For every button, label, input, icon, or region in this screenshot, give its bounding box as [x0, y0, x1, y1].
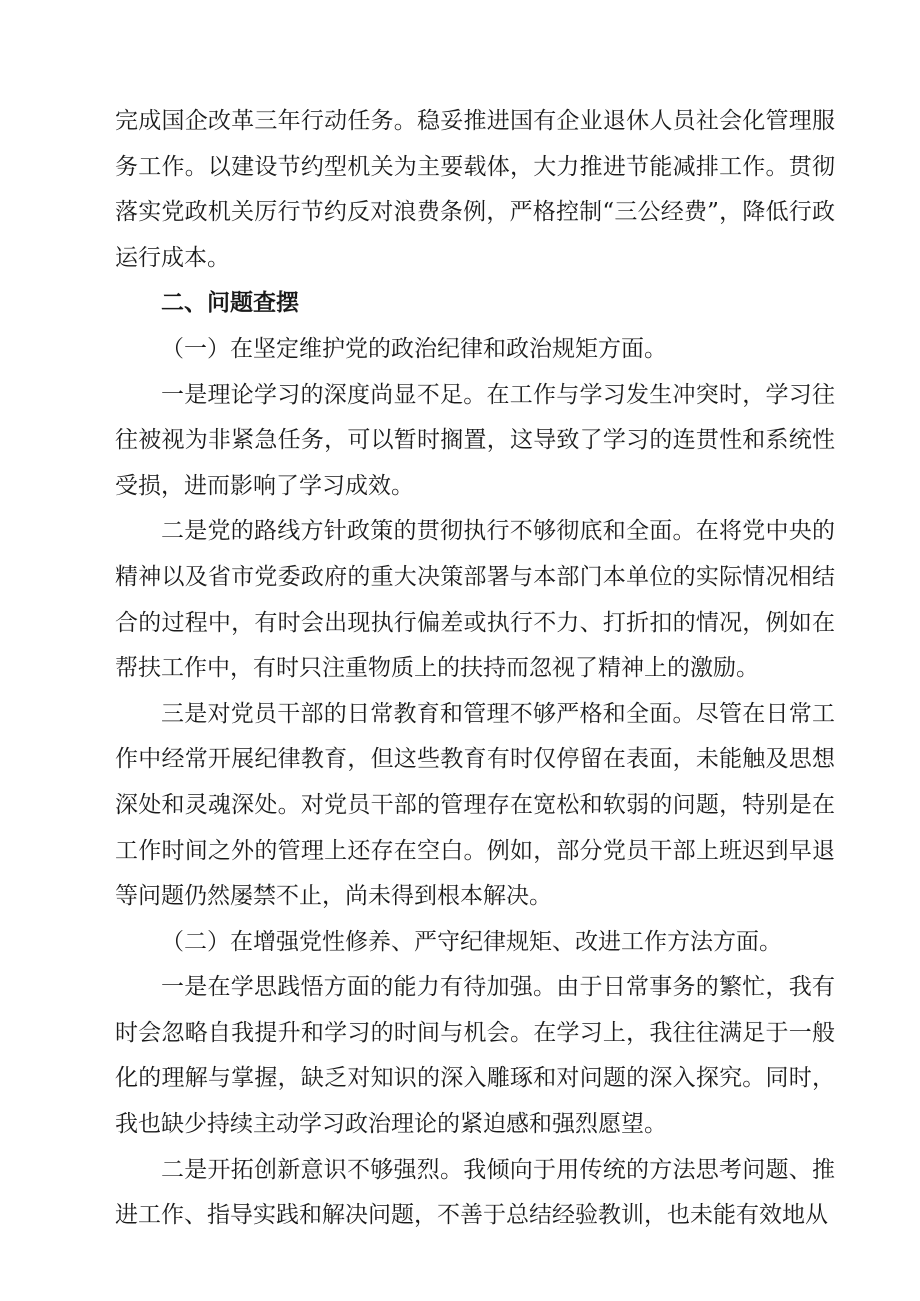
paragraph-policy-implementation: 二是党的路线方针政策的贯彻执行不够彻底和全面。在将党中央的精神以及省市党委政府的重大决策部署与本部门本单位的实际情况相结合的过程中，有时会出现执行偏差或执行不力、打折扣的情况，例如在帮扶工作中，有时只注重物质上的扶持而忽视了精神上的激励。 — [115, 518, 835, 682]
paragraph-learning-ability: 一是在学思践悟方面的能力有待加强。由于日常事务的繁忙，我有时会忽略自我提升和学习的时间与机会。在学习上，我往往满足于一般化的理解与掌握，缺乏对知识的深入雕琢和对问题的深入探究。同时，我也缺少持续主动学习政治理论的紧迫感和强烈愿望。 — [115, 974, 835, 1138]
paragraph-innovation: 二是开拓创新意识不够强烈。我倾向于用传统的方法思考问题、推进工作、指导实践和解决问题，不善于总结经验教训，也未能有效地从 — [115, 1156, 835, 1229]
subsection-heading-2: （二）在增强党性修养、严守纪律规矩、改进工作方法方面。 — [161, 928, 782, 955]
paragraph-theory-study: 一是理论学习的深度尚显不足。在工作与学习发生冲突时，学习往往被视为非紧急任务，可以暂时搁置，这导致了学习的连贯性和系统性受损，进而影响了学习成效。 — [115, 381, 835, 499]
document-body — [115, 99, 835, 1239]
paragraph-continuation: 完成国企改革三年行动任务。稳妥推进国有企业退休人员社会化管理服务工作。以建设节约型机关为主要载体，大力推进节能减排工作。贯彻落实党政机关厉行节约反对浪费条例，严格控制“三公经费”，降低行政运行成本。 — [115, 108, 835, 271]
section-heading: 二、问题查摆 — [161, 290, 299, 317]
subsection-heading-1: （一）在坚定维护党的政治纪律和政治规矩方面。 — [161, 335, 667, 362]
paragraph-cadre-management: 三是对党员干部的日常教育和管理不够严格和全面。尽管在日常工作中经常开展纪律教育，但这些教育有时仅停留在表面，未能触及思想深处和灵魂深处。对党员干部的管理存在宽松和软弱的问题，特别是在工作时间之外的管理上还存在空白。例如，部分党员干部上班迟到早退等问题仍然屡禁不止，尚未得到根本解决。 — [115, 700, 835, 910]
